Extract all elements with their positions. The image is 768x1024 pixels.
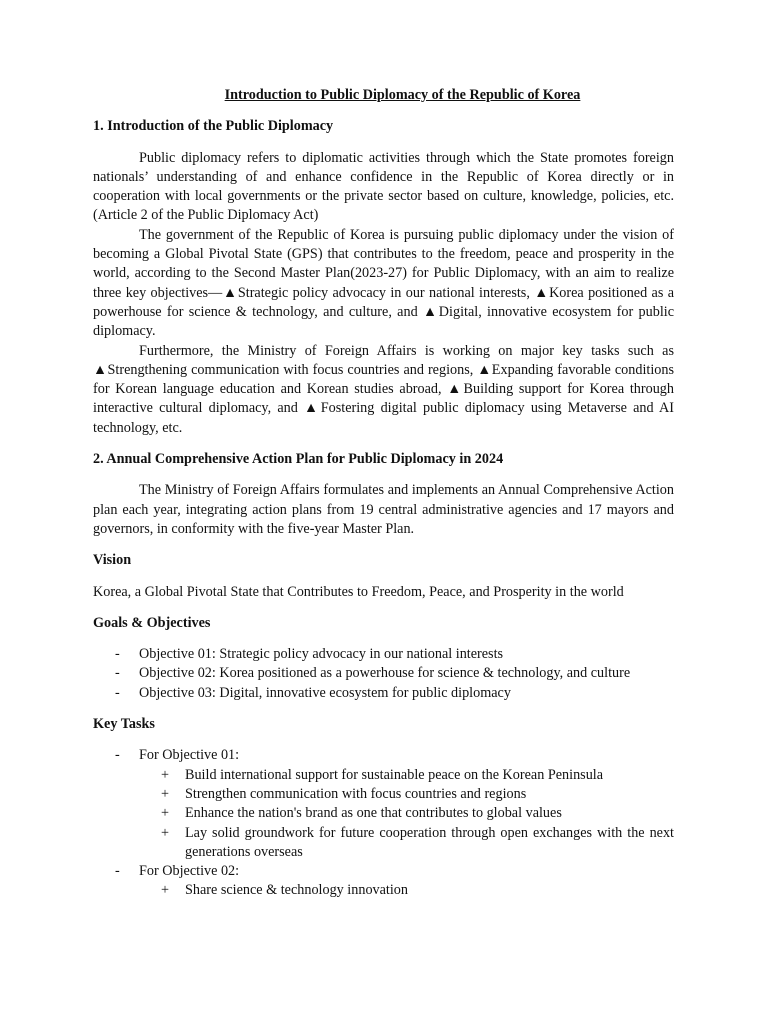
task-text: Build international support for sustainable peace on the Korean Peninsula	[185, 766, 604, 783]
document-page	[93, 86, 674, 913]
task-item	[139, 824, 674, 863]
section-1-paragraph-3: Furthermore, the Ministry of Foreign Affairs is working on major key tasks such as ▲Strengthening communication with focus countries and regions, ▲Expanding favorable conditions for Korean language education and Korean studies abroad, ▲Building support for Korea through interactive cultural diplomacy, and ▲Fostering digital public diplomacy using Metaverse and AI technology, etc.	[93, 342, 674, 436]
task-text: Share science & technology innovation	[185, 882, 408, 899]
task-text: Lay solid groundwork for future cooperation through open exchanges with the next generations overseas	[185, 824, 674, 860]
goals-heading: Goals & Objectives	[93, 614, 211, 631]
objective-text: Objective 01: Strategic policy advocacy in our national interests	[139, 646, 504, 663]
plus-bullet: +	[161, 766, 170, 783]
task-item	[139, 766, 674, 785]
plus-bullet: +	[161, 785, 170, 802]
list-item	[93, 664, 674, 683]
section-2-paragraph: The Ministry of Foreign Affairs formulates and implements an Annual Comprehensive Action plan each year, integrating action plans from 19 central administrative agencies and 17 mayors and governors, in conformity with the five-year Master Plan.	[93, 482, 674, 537]
task-text: Enhance the nation's brand as one that contributes to global values	[185, 805, 562, 822]
objective-text: Objective 03: Digital, innovative ecosystem for public diplomacy	[139, 684, 511, 701]
objective-group-label: For Objective 01:	[139, 747, 240, 764]
task-item	[139, 785, 674, 804]
list-item	[93, 684, 674, 703]
objective-text: Objective 02: Korea positioned as a powerhouse for science & technology, and culture	[139, 665, 631, 682]
section-1-paragraph-2: The government of the Republic of Korea is pursuing public diplomacy under the vision of becoming a Global Pivotal State (GPS) that contributes to the freedom, peace and prosperity in the world, according to the Second Master Plan(2023-27) for Public Diplomacy, with an aim to realize three key objectives—▲Strategic policy advocacy in our national interests, ▲Korea positioned as a powerhouse for science & technology, and culture, and ▲Digital, innovative ecosystem for public diplomacy.	[93, 226, 674, 340]
task-text: Strengthen communication with focus countries and regions	[185, 785, 527, 802]
plus-bullet: +	[161, 805, 170, 822]
dash-bullet: -	[115, 863, 120, 880]
plus-bullet: +	[161, 824, 170, 841]
dash-bullet: -	[115, 665, 120, 682]
vision-heading: Vision	[93, 552, 132, 569]
key-tasks-list	[93, 746, 674, 900]
task-item	[139, 881, 674, 900]
objectives-list	[93, 645, 674, 703]
document-title: Introduction to Public Diplomacy of the Republic of Korea	[224, 87, 581, 103]
task-sublist	[139, 881, 674, 900]
section-1-heading: 1. Introduction of the Public Diplomacy	[93, 118, 334, 135]
list-item	[93, 862, 674, 901]
list-item	[93, 746, 674, 862]
section-1-paragraph-1: Public diplomacy refers to diplomatic activities through which the State promotes foreign nationals’ understanding of and enhance confidence in the Republic of Korea directly or in cooperation with local governments or the private sector based on culture, knowledge, policies, etc. (Article 2 of the Public Diplomacy Act)	[93, 149, 674, 224]
plus-bullet: +	[161, 882, 170, 899]
list-item	[93, 645, 674, 664]
task-item	[139, 804, 674, 823]
vision-text: Korea, a Global Pivotal State that Contributes to Freedom, Peace, and Prosperity in the world	[93, 583, 624, 600]
objective-group-label: For Objective 02:	[139, 863, 240, 880]
key-tasks-heading: Key Tasks	[93, 716, 155, 733]
task-sublist	[139, 766, 674, 862]
dash-bullet: -	[115, 747, 120, 764]
dash-bullet: -	[115, 646, 120, 663]
section-2-heading: 2. Annual Comprehensive Action Plan for Public Diplomacy in 2024	[93, 451, 504, 468]
dash-bullet: -	[115, 684, 120, 701]
